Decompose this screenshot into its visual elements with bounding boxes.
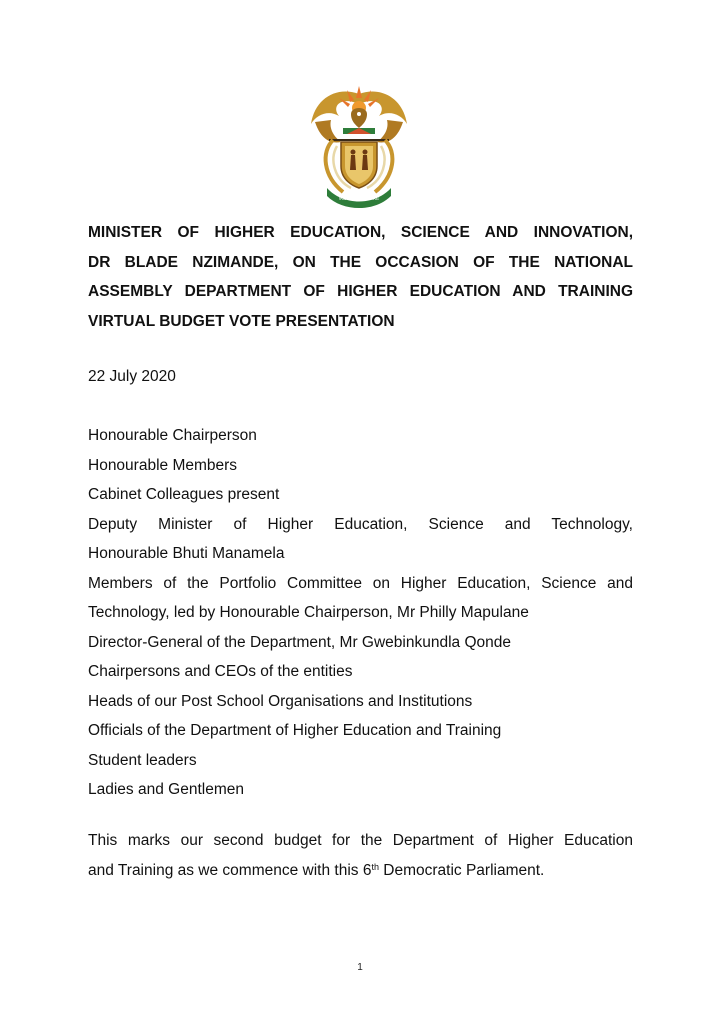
title-line: MINISTER OF HIGHER EDUCATION, SCIENCE AND INNOVATION, <box>88 224 633 241</box>
greeting-line: Director-General of the Department, Mr Gwebinkundla Qonde <box>88 633 512 651</box>
title-line: DR BLADE NZIMANDE, ON THE OCCASION OF THE NATIONAL <box>88 253 633 271</box>
title-line: ASSEMBLY DEPARTMENT OF HIGHER EDUCATION AND TRAINING <box>88 283 633 300</box>
document-title <box>88 218 633 336</box>
page-number: 1 <box>357 962 363 973</box>
paragraph-line: This marks our second budget for the Department of Higher Education <box>88 832 633 849</box>
greeting-line: Heads of our Post School Organisations and Institutions <box>88 692 473 710</box>
coat-of-arms-emblem <box>307 82 411 208</box>
greetings-list <box>88 421 633 805</box>
greeting-line: Members of the Portfolio Committee on Higher Education, Science and <box>88 574 633 592</box>
greeting-line: Deputy Minister of Higher Education, Science and Technology, <box>88 515 633 533</box>
ordinal-superscript: th <box>371 861 379 872</box>
greeting-line: Honourable Members <box>88 456 238 474</box>
greeting-line: Technology, led by Honourable Chairperson, Mr Philly Mapulane <box>88 604 529 621</box>
speech-date: 22 July 2020 <box>88 368 176 385</box>
paragraph-text: Democratic Parliament. <box>378 861 545 879</box>
greeting-line: Honourable Chairperson <box>88 427 257 444</box>
body-paragraph <box>88 826 633 885</box>
greeting-line: Chairpersons and CEOs of the entities <box>88 663 353 680</box>
greeting-line: Student leaders <box>88 751 197 769</box>
greeting-line: Honourable Bhuti Manamela <box>88 545 285 562</box>
greeting-line: Officials of the Department of Higher Education and Training <box>88 722 502 739</box>
greeting-line: Ladies and Gentlemen <box>88 781 244 798</box>
greeting-line: Cabinet Colleagues present <box>88 486 280 503</box>
emblem-motto: !KE E: /XARRA //KE <box>338 196 380 201</box>
title-line: VIRTUAL BUDGET VOTE PRESENTATION <box>88 312 395 330</box>
paragraph-text: and Training as we commence with this 6 <box>88 861 372 879</box>
paragraph-line <box>88 856 633 886</box>
